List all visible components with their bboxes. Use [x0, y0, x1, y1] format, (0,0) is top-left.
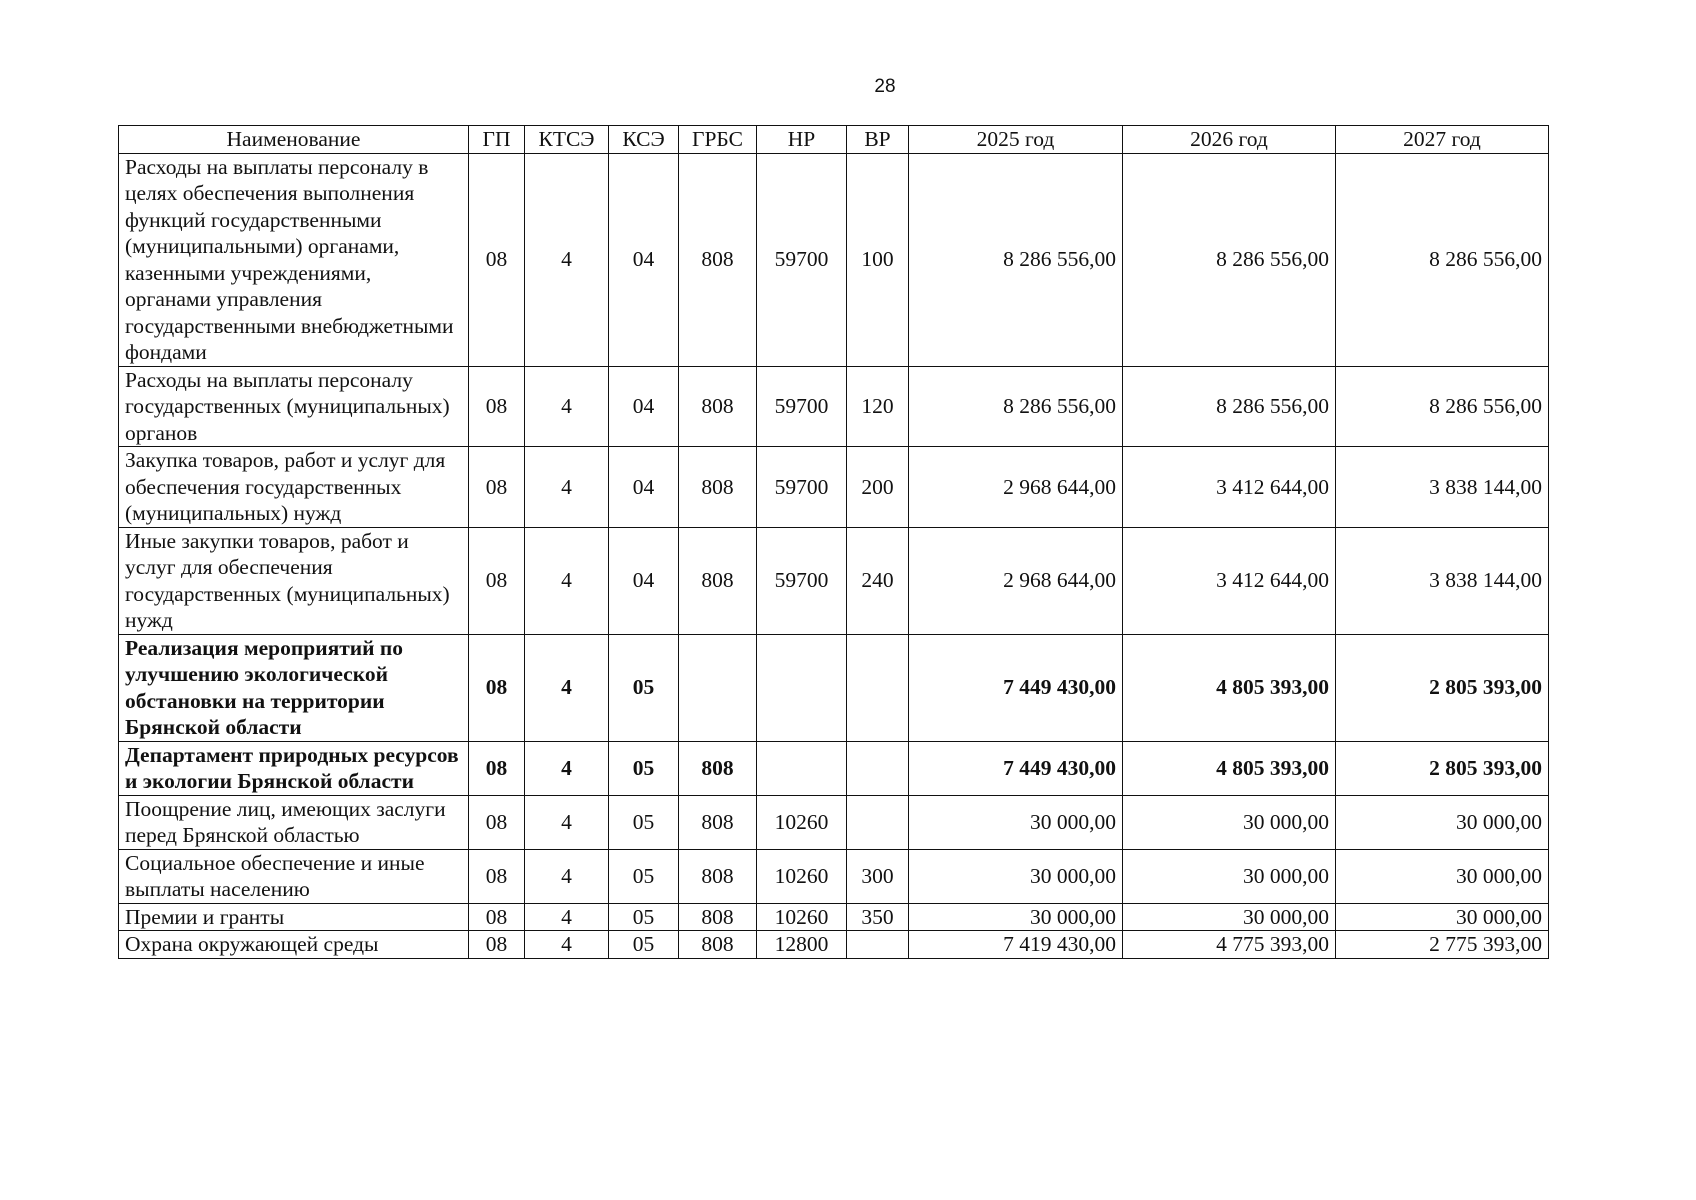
cell-nr: 59700 — [757, 447, 847, 528]
cell-2027: 30 000,00 — [1336, 903, 1549, 931]
cell-2027: 8 286 556,00 — [1336, 153, 1549, 366]
table-row — [119, 931, 1549, 959]
cell-name: Охрана окружающей среды — [119, 931, 469, 959]
cell-gp: 08 — [469, 527, 525, 634]
cell-name: Закупка товаров, работ и услуг для обеспечения государственных (муниципальных) нужд — [119, 447, 469, 528]
cell-2025: 2 968 644,00 — [909, 527, 1123, 634]
cell-grbs: 808 — [679, 849, 757, 903]
cell-grbs: 808 — [679, 153, 757, 366]
cell-grbs: 808 — [679, 795, 757, 849]
budget-table — [118, 125, 1549, 959]
cell-gp: 08 — [469, 741, 525, 795]
cell-2026: 8 286 556,00 — [1123, 153, 1336, 366]
cell-name: Реализация мероприятий по улучшению экологической обстановки на территории Брянской области — [119, 634, 469, 741]
cell-2025: 30 000,00 — [909, 795, 1123, 849]
cell-kse: 05 — [609, 741, 679, 795]
cell-vr: 240 — [847, 527, 909, 634]
cell-2027: 30 000,00 — [1336, 849, 1549, 903]
cell-vr: 120 — [847, 366, 909, 447]
cell-2027: 2 805 393,00 — [1336, 634, 1549, 741]
cell-kse: 05 — [609, 903, 679, 931]
cell-vr — [847, 634, 909, 741]
cell-nr: 59700 — [757, 366, 847, 447]
cell-kse: 04 — [609, 366, 679, 447]
cell-vr: 100 — [847, 153, 909, 366]
cell-grbs: 808 — [679, 903, 757, 931]
cell-name: Расходы на выплаты персоналу в целях обеспечения выполнения функций государственными (муниципальными) органами, казенными учреждениями, органами управления государственными внебюджетными фондами — [119, 153, 469, 366]
cell-2025: 2 968 644,00 — [909, 447, 1123, 528]
cell-2025: 8 286 556,00 — [909, 366, 1123, 447]
cell-grbs: 808 — [679, 447, 757, 528]
cell-kse: 04 — [609, 527, 679, 634]
col-header-ktse: КТСЭ — [525, 126, 609, 154]
table-row — [119, 795, 1549, 849]
cell-vr — [847, 741, 909, 795]
col-header-kse: КСЭ — [609, 126, 679, 154]
table-row — [119, 903, 1549, 931]
cell-nr: 10260 — [757, 795, 847, 849]
cell-grbs: 808 — [679, 741, 757, 795]
table-row — [119, 849, 1549, 903]
cell-2025: 8 286 556,00 — [909, 153, 1123, 366]
cell-2026: 3 412 644,00 — [1123, 447, 1336, 528]
cell-vr — [847, 795, 909, 849]
table-row — [119, 366, 1549, 447]
cell-gp: 08 — [469, 447, 525, 528]
cell-2026: 8 286 556,00 — [1123, 366, 1336, 447]
cell-ktse: 4 — [525, 903, 609, 931]
table-row — [119, 634, 1549, 741]
table-row — [119, 153, 1549, 366]
cell-nr: 59700 — [757, 153, 847, 366]
cell-kse: 05 — [609, 634, 679, 741]
col-header-gp: ГП — [469, 126, 525, 154]
cell-nr — [757, 741, 847, 795]
cell-gp: 08 — [469, 634, 525, 741]
cell-gp: 08 — [469, 366, 525, 447]
cell-kse: 05 — [609, 795, 679, 849]
cell-ktse: 4 — [525, 366, 609, 447]
cell-2026: 4 805 393,00 — [1123, 634, 1336, 741]
cell-2027: 2 805 393,00 — [1336, 741, 1549, 795]
cell-ktse: 4 — [525, 527, 609, 634]
cell-2027: 3 838 144,00 — [1336, 447, 1549, 528]
cell-2026: 30 000,00 — [1123, 795, 1336, 849]
cell-gp: 08 — [469, 931, 525, 959]
col-header-2027: 2027 год — [1336, 126, 1549, 154]
cell-2026: 4 805 393,00 — [1123, 741, 1336, 795]
cell-ktse: 4 — [525, 849, 609, 903]
cell-vr: 350 — [847, 903, 909, 931]
cell-ktse: 4 — [525, 741, 609, 795]
cell-nr: 10260 — [757, 849, 847, 903]
col-header-vr: ВР — [847, 126, 909, 154]
col-header-name: Наименование — [119, 126, 469, 154]
cell-2025: 30 000,00 — [909, 849, 1123, 903]
header-row — [119, 126, 1549, 154]
cell-2027: 2 775 393,00 — [1336, 931, 1549, 959]
cell-2025: 7 449 430,00 — [909, 741, 1123, 795]
cell-ktse: 4 — [525, 153, 609, 366]
table-row — [119, 447, 1549, 528]
cell-kse: 05 — [609, 931, 679, 959]
table-row — [119, 527, 1549, 634]
cell-kse: 05 — [609, 849, 679, 903]
cell-2026: 4 775 393,00 — [1123, 931, 1336, 959]
cell-name: Расходы на выплаты персоналу государственных (муниципальных) органов — [119, 366, 469, 447]
cell-2025: 7 419 430,00 — [909, 931, 1123, 959]
col-header-2025: 2025 год — [909, 126, 1123, 154]
table-row — [119, 741, 1549, 795]
cell-kse: 04 — [609, 447, 679, 528]
cell-2026: 3 412 644,00 — [1123, 527, 1336, 634]
cell-kse: 04 — [609, 153, 679, 366]
col-header-grbs: ГРБС — [679, 126, 757, 154]
cell-ktse: 4 — [525, 931, 609, 959]
cell-nr: 10260 — [757, 903, 847, 931]
cell-2025: 7 449 430,00 — [909, 634, 1123, 741]
cell-2025: 30 000,00 — [909, 903, 1123, 931]
cell-grbs: 808 — [679, 527, 757, 634]
cell-vr: 300 — [847, 849, 909, 903]
cell-gp: 08 — [469, 903, 525, 931]
cell-nr: 12800 — [757, 931, 847, 959]
cell-name: Поощрение лиц, имеющих заслуги перед Брянской областью — [119, 795, 469, 849]
cell-2027: 30 000,00 — [1336, 795, 1549, 849]
cell-vr — [847, 931, 909, 959]
cell-ktse: 4 — [525, 447, 609, 528]
cell-vr: 200 — [847, 447, 909, 528]
col-header-2026: 2026 год — [1123, 126, 1336, 154]
page-number: 28 — [874, 76, 896, 97]
cell-nr: 59700 — [757, 527, 847, 634]
cell-grbs: 808 — [679, 366, 757, 447]
cell-ktse: 4 — [525, 634, 609, 741]
cell-name: Иные закупки товаров, работ и услуг для обеспечения государственных (муниципальных) нужд — [119, 527, 469, 634]
cell-gp: 08 — [469, 153, 525, 366]
cell-name: Департамент природных ресурсов и экологии Брянской области — [119, 741, 469, 795]
cell-gp: 08 — [469, 849, 525, 903]
cell-grbs — [679, 634, 757, 741]
cell-nr — [757, 634, 847, 741]
cell-ktse: 4 — [525, 795, 609, 849]
cell-2026: 30 000,00 — [1123, 903, 1336, 931]
cell-2027: 8 286 556,00 — [1336, 366, 1549, 447]
cell-2027: 3 838 144,00 — [1336, 527, 1549, 634]
cell-grbs: 808 — [679, 931, 757, 959]
cell-2026: 30 000,00 — [1123, 849, 1336, 903]
cell-name: Премии и гранты — [119, 903, 469, 931]
cell-name: Социальное обеспечение и иные выплаты населению — [119, 849, 469, 903]
col-header-nr: НР — [757, 126, 847, 154]
cell-gp: 08 — [469, 795, 525, 849]
